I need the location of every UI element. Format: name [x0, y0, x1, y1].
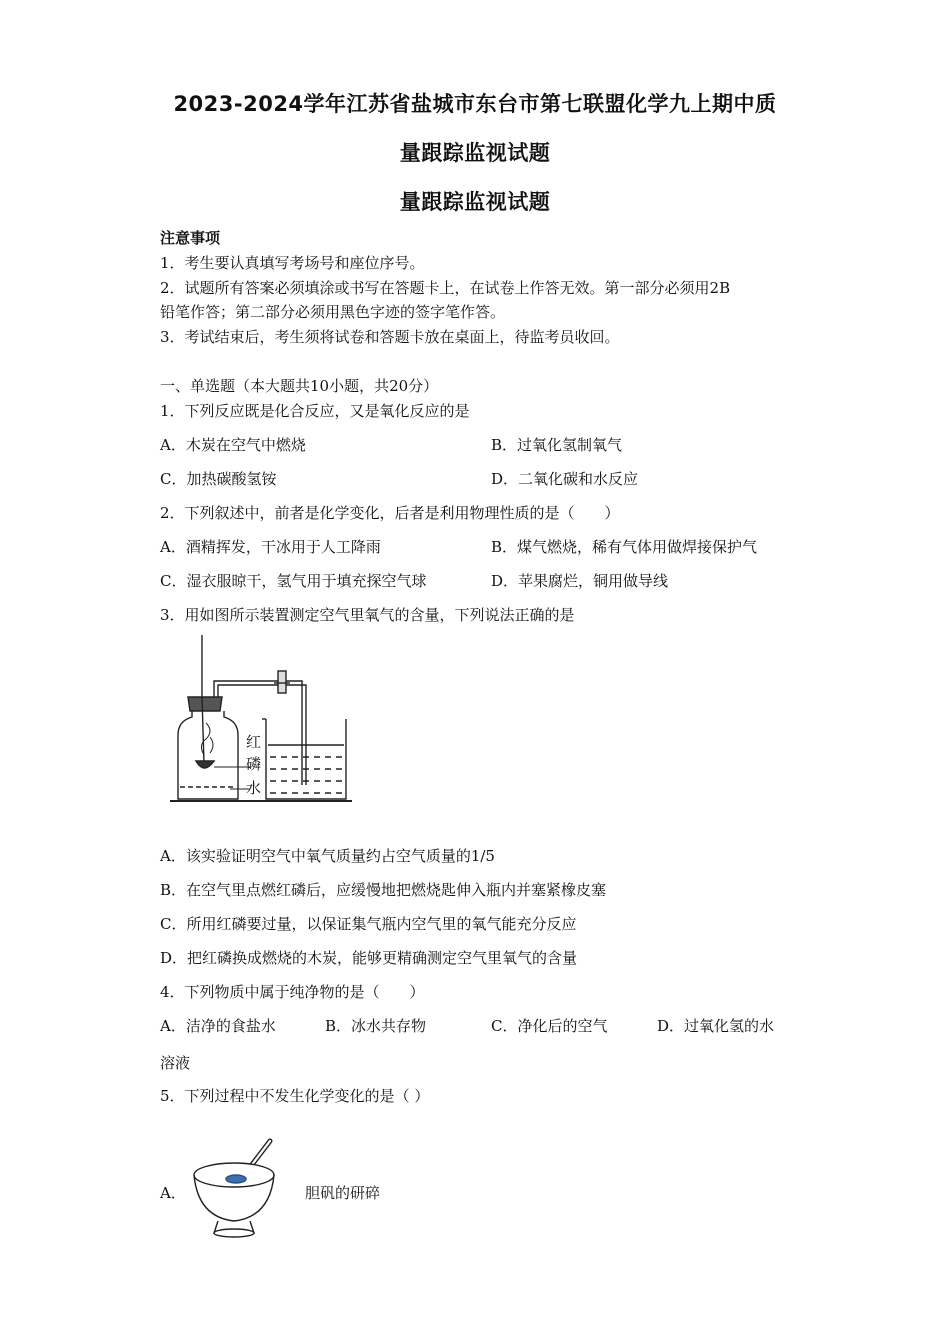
- notice-item-3: 3．考试结束后，考生须将试卷和答题卡放在桌面上，待监考员收回。: [160, 328, 620, 346]
- notice-heading: 注意事项: [160, 229, 221, 247]
- oxygen-measurement-apparatus: [170, 635, 355, 805]
- q4-option-c: C．净化后的空气: [491, 1017, 608, 1035]
- q2-option-d: D．苹果腐烂，铜用做导线: [491, 572, 669, 590]
- q2-option-c: C．湿衣服晾干，氢气用于填充探空气球: [160, 572, 427, 590]
- q1-option-a: A．木炭在空气中燃烧: [160, 436, 306, 454]
- q1-option-d: D．二氧化碳和水反应: [491, 470, 639, 488]
- q5-option-a-label: A．: [160, 1184, 186, 1202]
- q1-stem: 1．下列反应既是化合反应，又是氧化反应的是: [160, 402, 470, 420]
- q2-option-a: A．酒精挥发，干冰用于人工降雨: [160, 538, 381, 556]
- label-phosphorus: 磷: [246, 755, 262, 773]
- notice-item-2-cont: 铅笔作答；第二部分必须用黑色字迹的签字笔作答。: [160, 303, 506, 321]
- q4-option-b: B．冰水共存物: [325, 1017, 427, 1035]
- exam-title-line-3: 量跟踪监视试题: [399, 190, 551, 214]
- notice-item-2: 2．试题所有答案必须填涂或书写在答题卡上，在试卷上作答无效。第一部分必须用2B: [160, 279, 731, 297]
- q2-option-b: B．煤气燃烧，稀有气体用做焊接保护气: [491, 538, 758, 556]
- label-water: 水: [246, 779, 262, 797]
- label-red: 红: [246, 733, 262, 751]
- q5-stem: 5．下列过程中不发生化学变化的是（ ）: [160, 1087, 430, 1105]
- q2-stem: 2．下列叙述中，前者是化学变化，后者是利用物理性质的是（ ）: [160, 504, 620, 522]
- exam-title-line-2: 量跟踪监视试题: [399, 141, 551, 165]
- q3-option-a: A．该实验证明空气中氧气质量约占空气质量的1/5: [160, 847, 495, 865]
- mortar-pestle-image: [190, 1135, 282, 1239]
- section-heading: 一、单选题（本大题共10小题，共20分）: [160, 377, 439, 395]
- q3-stem: 3．用如图所示装置测定空气里氧气的含量，下列说法正确的是: [160, 606, 575, 624]
- q3-option-b: B．在空气里点燃红磷后，应缓慢地把燃烧匙伸入瓶内并塞紧橡皮塞: [160, 881, 607, 899]
- q1-option-b: B．过氧化氢制氧气: [491, 436, 623, 454]
- q4-option-a: A．洁净的食盐水: [160, 1017, 276, 1035]
- exam-title-line-1: 2023-2024学年江苏省盐城市东台市第七联盟化学九上期中质: [173, 92, 777, 116]
- q1-option-c: C．加热碳酸氢铵: [160, 470, 277, 488]
- q3-option-c: C．所用红磷要过量，以保证集气瓶内空气里的氧气能充分反应: [160, 915, 577, 933]
- q4-stem: 4．下列物质中属于纯净物的是（ ）: [160, 983, 425, 1001]
- q4-option-d: D．过氧化氢的水: [657, 1017, 775, 1035]
- notice-item-1: 1．考生要认真填写考场号和座位序号。: [160, 254, 425, 272]
- q5-option-a-text: 胆矾的研碎: [305, 1184, 381, 1202]
- q3-option-d: D．把红磷换成燃烧的木炭，能够更精确测定空气里氧气的含量: [160, 949, 578, 967]
- q4-option-d-cont: 溶液: [160, 1054, 191, 1072]
